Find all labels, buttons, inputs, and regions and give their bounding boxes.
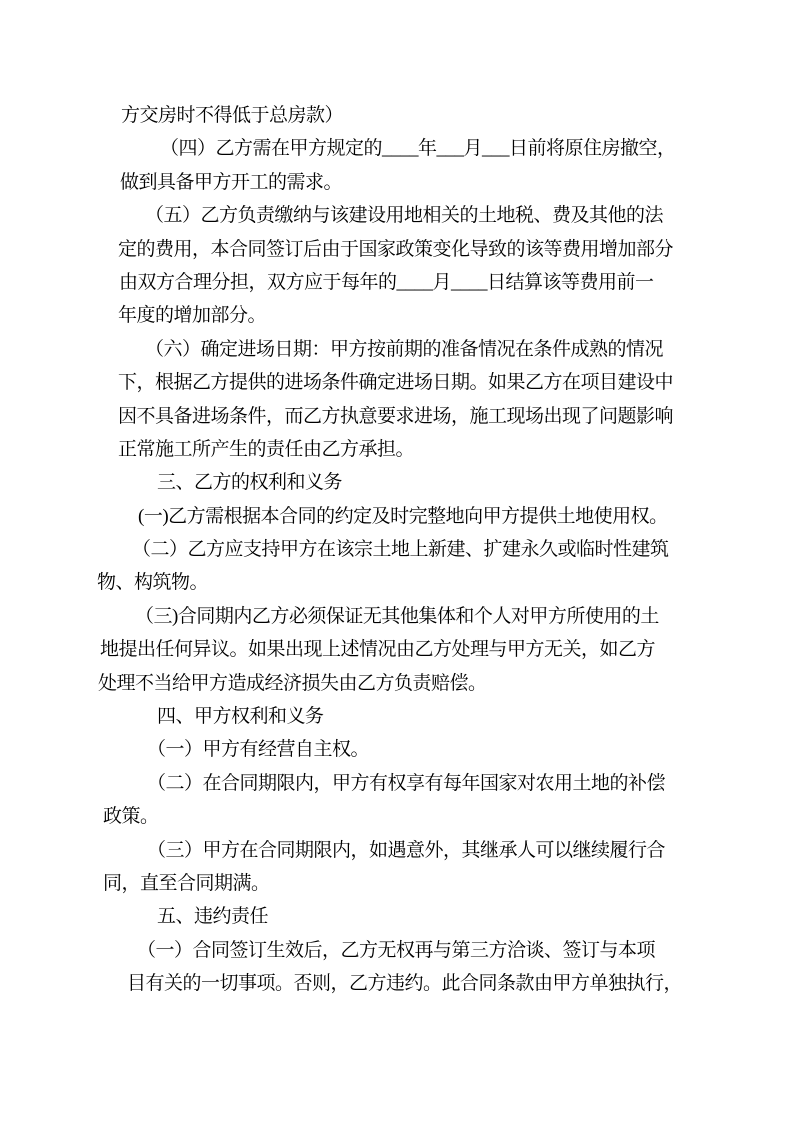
text-line: （一）甲方有经营自主权。 <box>147 739 370 761</box>
text-line: 目有关的一切事项。否则，乙方违约。此合同条款由甲方单独执行， <box>127 973 683 995</box>
document-text-block <box>0 99 794 1001</box>
text-line: 四、甲方权利和义务 <box>157 706 324 728</box>
text-line: （三）甲方在合同期限内，如遇意外，其继承人可以继续履行合 <box>147 839 666 861</box>
text-line: 下，根据乙方提供的进场条件确定进场日期。如果乙方在项目建设中 <box>118 372 674 394</box>
text-line: 五、违约责任 <box>157 906 269 928</box>
text-line: 地提出任何异议。如果出现上述情况由乙方处理与甲方无关，如乙方 <box>100 639 656 661</box>
text-line: 政策。 <box>103 806 159 828</box>
text-line: （四）乙方需在甲方规定的____年___月___日前将原住房撤空， <box>160 138 676 160</box>
text-line: （二）在合同期限内，甲方有权享有每年国家对农用土地的补偿 <box>147 772 666 794</box>
text-line: 做到具备甲方开工的需求。 <box>120 171 343 193</box>
text-line: 方交房时不得低于总房款） <box>121 105 344 126</box>
text-line: 定的费用，本合同签订后由于国家政策变化导致的该等费用增加部分 <box>118 238 674 260</box>
text-line: （二）乙方应支持甲方在该宗土地上新建、扩建永久或临时性建筑 <box>132 539 669 561</box>
text-line: （五）乙方负责缴纳与该建设用地相关的土地税、费及其他的法 <box>145 205 664 227</box>
text-line: 由双方合理分担，双方应于每年的____月____日结算该等费用前一 <box>119 271 654 293</box>
text-line: 同，直至合同期满。 <box>103 872 270 894</box>
text-line: （三)合同期内乙方必须保证无其他集体和个人对甲方所使用的土 <box>135 605 659 627</box>
text-line: 正常施工所产生的责任由乙方承担。 <box>118 438 415 460</box>
text-line: （六）确定进场日期：甲方按前期的准备情况在条件成熟的情况 <box>145 338 664 360</box>
text-line: 物、构筑物。 <box>97 572 209 594</box>
text-line: 处理不当给甲方造成经济损失由乙方负责赔偿。 <box>98 672 487 694</box>
text-line: (一)乙方需根据本合同的约定及时完整地向甲方提供土地使用权。 <box>138 505 668 527</box>
text-line: （一）合同签订生效后，乙方无权再与第三方洽谈、签订与本项 <box>137 939 656 961</box>
text-line: 因不具备进场条件，而乙方执意要求进场，施工现场出现了问题影响 <box>118 405 674 427</box>
text-line: 三、乙方的权利和义务 <box>157 472 343 494</box>
text-line: 年度的增加部分。 <box>118 305 267 327</box>
